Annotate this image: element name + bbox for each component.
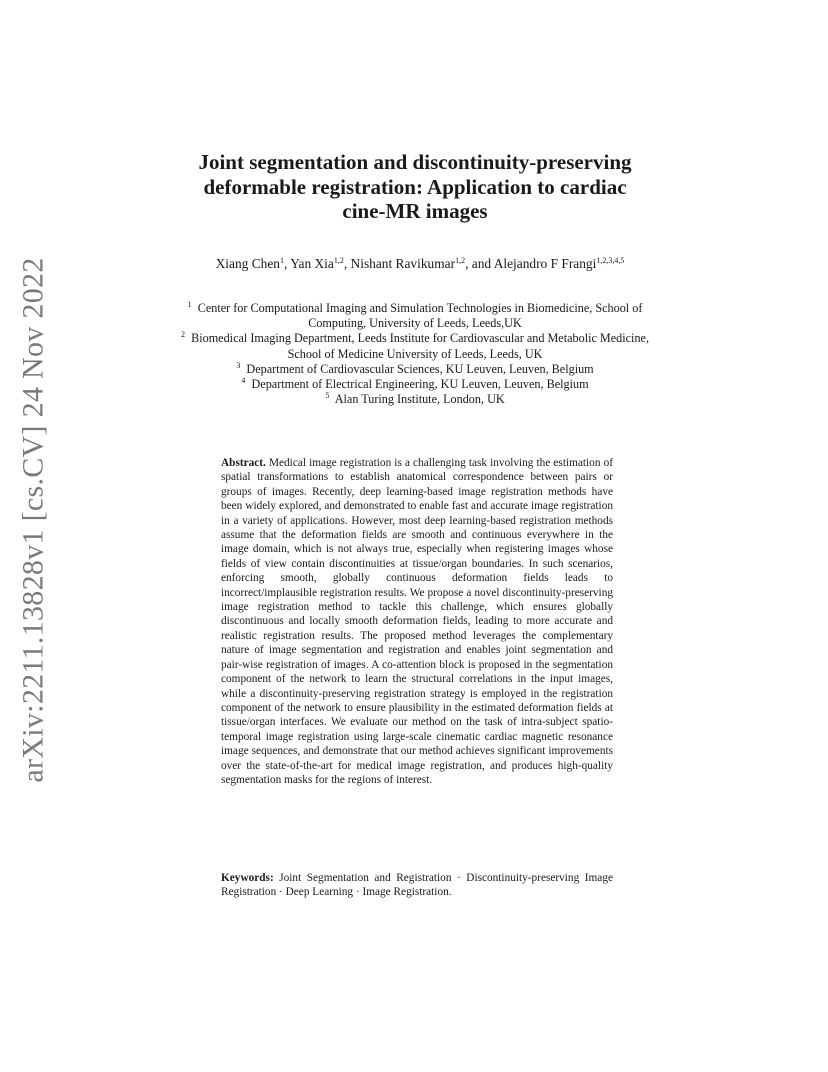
author-separator: ,: [343, 256, 351, 271]
author: [494, 256, 625, 271]
abstract-text: Medical image registration is a challenging task involving the estimation of spatial transformations to establish anatomical correspondence between pairs or groups of images. Recently, deep learning-based image registration methods have been widely explored, and demonstrated to enable fast and accurate image registration in a variety of applications. However, most deep learning-based registration methods assume that the deformation fields are smooth and continuous everywhere in the image domain, which is not always true, especially when registering images whose fields of view contain discontinuities at tissue/organ boundaries. In such scenarios, enforcing smooth, globally continuous deformation fields leads to incorrect/implausible registration results. We propose a novel discontinuity-preserving image registration method to tackle this challenge, which ensures globally discontinuous and locally smooth deformation fields, leading to more accurate and realistic registration results. The proposed method leverages the complementary nature of image segmentation and registration and enables joint segmentation and pair-wise registration of images. A co-attention block is proposed in the segmentation component of the network to learn the structural correlations in the input images, while a discontinuity-preserving registration strategy is employed in the registration component of the network to ensure plausibility in the estimated deformation fields at tissue/organ interfaces. We evaluate our method on the task of intra-subject spatio-temporal image registration using large-scale cinematic cardiac magnetic resonance image sequences, and demonstrate that our method achieves significant improvements over the state-of-the-art for medical image registration, and produces high-quality segmentation masks for the regions of interest.: [221, 457, 613, 786]
arxiv-stamp: [8, 257, 60, 783]
affiliation-text: Biomedical Imaging Department, Leeds Institute for Cardiovascular and Metabolic Medicine, School of Medicine University of Leeds, Leeds, UK: [191, 331, 649, 361]
author-name: Alejandro F Frangi: [493, 256, 597, 271]
author-separator: , and: [465, 256, 494, 271]
abstract: [221, 456, 613, 787]
title-line: cine-MR images: [342, 199, 488, 223]
affiliation: [170, 301, 660, 331]
title-line: deformable registration: Application to cardiac: [203, 174, 627, 199]
affiliation-text: Center for Computational Imaging and Simulation Technologies in Biomedicine, School of Computing, University of Leeds, Leeds,UK: [197, 301, 643, 331]
abstract-label: Abstract.: [221, 457, 266, 469]
affiliation-number: 5: [325, 391, 330, 401]
affiliation-number: 1: [187, 300, 192, 309]
author-name: Xiang Chen: [215, 256, 280, 271]
author-affil-mark: 1,2: [455, 256, 466, 265]
paper-title: [150, 150, 680, 224]
author: [351, 256, 466, 271]
keywords-text: Joint Segmentation and Registration · Discontinuity-preserving Image Registration · Deep Learning · Image Registration.: [221, 872, 613, 899]
affiliation-number: 2: [181, 330, 185, 340]
keywords-label: Keywords:: [221, 872, 274, 884]
affiliation-text: Department of Electrical Engineering, KU Leuven, Leuven, Belgium: [251, 377, 589, 392]
affiliation-number: 3: [236, 360, 241, 370]
affiliation: [170, 392, 660, 407]
title-line: Joint segmentation and discontinuity-preserving: [198, 150, 632, 174]
affiliation-text: Alan Turing Institute, London, UK: [334, 392, 505, 407]
arxiv-id: arXiv:2211.13828v1 [cs.CV] 24 Nov 2022: [17, 257, 50, 783]
author-name: Nishant Ravikumar: [350, 256, 456, 271]
author-name: Yan Xia: [290, 256, 334, 271]
affiliation-number: 4: [241, 376, 246, 386]
author-list: [170, 256, 670, 272]
affiliation: [170, 362, 660, 377]
author: [290, 256, 344, 271]
affiliation: [170, 331, 660, 361]
affiliation-text: Department of Cardiovascular Sciences, KU Leuven, Leuven, Belgium: [246, 361, 594, 376]
author-affil-mark: 1,2: [333, 256, 344, 265]
author-affil-mark: 1,2,3,4,5: [596, 256, 625, 265]
affiliation: [170, 377, 660, 392]
author-affil-mark: 1: [279, 256, 284, 265]
author: [216, 256, 284, 271]
keywords: [221, 871, 613, 900]
affiliation-list: [170, 301, 660, 407]
author-separator: ,: [283, 256, 291, 271]
